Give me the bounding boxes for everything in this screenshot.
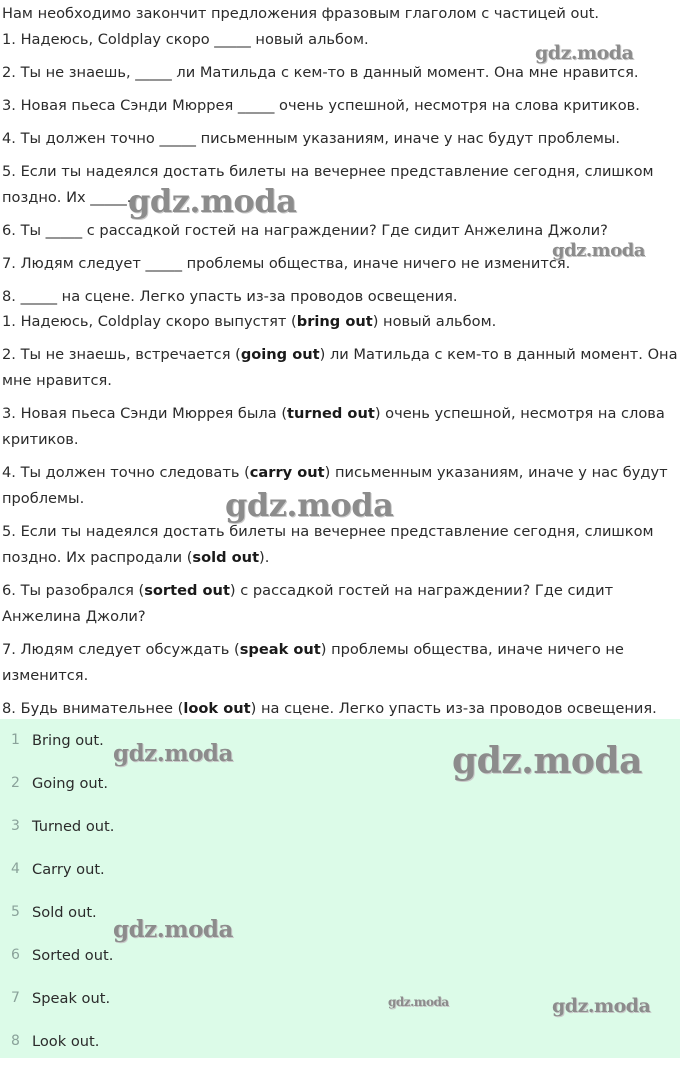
answer-text: Turned out. — [32, 818, 115, 835]
answer-number: 8 — [11, 1033, 20, 1049]
task-item-5-cont: поздно. Их _____. — [2, 189, 132, 206]
answer-number: 6 — [11, 947, 20, 963]
answer-text: Look out. — [32, 1033, 100, 1050]
watermark: gdz.moda — [128, 182, 297, 220]
solution-item-5: 5. Если ты надеялся достать билеты на вечернее представление сегодня, слишком поздно. Их распродали (sold out). — [2, 523, 654, 566]
answer-text: Sorted out. — [32, 947, 114, 964]
solution-item-4: 4. Ты должен точно следовать (carry out) письменным указаниям, иначе у нас будут проблемы. — [2, 464, 668, 507]
answer-text: Going out. — [32, 775, 108, 792]
watermark: gdz.moda — [535, 42, 634, 64]
watermark: gdz.moda — [388, 995, 449, 1009]
watermark: gdz.moda — [225, 486, 394, 524]
task-item-3: 3. Новая пьеса Сэнди Мюррея _____ очень успешной, несмотря на слова критиков. — [2, 97, 640, 114]
solution-answer-5: sold out — [192, 549, 260, 566]
task-item-7: 7. Людям следует _____ проблемы общества, иначе ничего не изменится. — [2, 255, 571, 272]
watermark: gdz.moda — [113, 916, 233, 943]
solution-item-8: 8. Будь внимательнее (look out) на сцене. Легко упасть из-за проводов освещения. — [2, 700, 657, 717]
watermark: gdz.moda — [113, 740, 233, 767]
answer-number: 3 — [11, 818, 20, 834]
answer-number: 2 — [11, 775, 20, 791]
solution-answer-6: sorted out — [144, 582, 230, 599]
answer-text: Carry out. — [32, 861, 105, 878]
solution-answer-4: carry out — [249, 464, 325, 481]
task-item-2: 2. Ты не знаешь, _____ ли Матильда с кем-то в данный момент. Она мне нравится. — [2, 64, 639, 81]
solution-item-7: 7. Людям следует обсуждать (speak out) проблемы общества, иначе ничего не изменится. — [2, 641, 624, 684]
solution-item-2: 2. Ты не знаешь, встречается (going out) ли Матильда с кем-то в данный момент. Она мне нравится. — [2, 346, 678, 389]
answer-number: 5 — [11, 904, 20, 920]
watermark: gdz.moda — [452, 740, 642, 782]
task-item-1: 1. Надеюсь, Coldplay скоро _____ новый альбом. — [2, 31, 369, 48]
answer-text: Speak out. — [32, 990, 111, 1007]
answer-text: Sold out. — [32, 904, 97, 921]
watermark: gdz.moda — [552, 240, 645, 261]
task-item-8: 8. _____ на сцене. Легко упасть из-за проводов освещения. — [2, 288, 458, 305]
answer-number: 1 — [11, 732, 20, 748]
answer-row — [0, 848, 680, 891]
answer-row — [0, 1020, 680, 1063]
solution-item-3: 3. Новая пьеса Сэнди Мюррея была (turned out) очень успешной, несмотря на слова критиков. — [2, 405, 665, 448]
task-item-5: 5. Если ты надеялся достать билеты на вечернее представление сегодня, слишком — [2, 163, 654, 180]
solution-item-6: 6. Ты разобрался (sorted out) с рассадкой гостей на награждении? Где сидит Анжелина Джоли? — [2, 582, 614, 625]
solution-answer-7: speak out — [239, 641, 321, 658]
answer-row — [0, 891, 680, 934]
solution-item-1: 1. Надеюсь, Coldplay скоро выпустят (bring out) новый альбом. — [2, 313, 497, 330]
answer-number: 4 — [11, 861, 20, 877]
task-item-6: 6. Ты _____ с рассадкой гостей на награждении? Где сидит Анжелина Джоли? — [2, 222, 608, 239]
solution-answer-1: bring out — [296, 313, 373, 330]
answer-number: 7 — [11, 990, 20, 1006]
watermark: gdz.moda — [552, 995, 651, 1017]
solution-answer-2: going out — [240, 346, 320, 363]
task-item-4: 4. Ты должен точно _____ письменным указаниям, иначе у нас будут проблемы. — [2, 130, 621, 147]
solution-answer-3: turned out — [287, 405, 375, 422]
answer-text: Bring out. — [32, 732, 104, 749]
task-instruction: Нам необходимо закончит предложения фразовым глаголом с частицей out. — [2, 5, 600, 22]
solution-answer-8: look out — [183, 700, 251, 717]
answer-row — [0, 805, 680, 848]
answer-row — [0, 934, 680, 977]
